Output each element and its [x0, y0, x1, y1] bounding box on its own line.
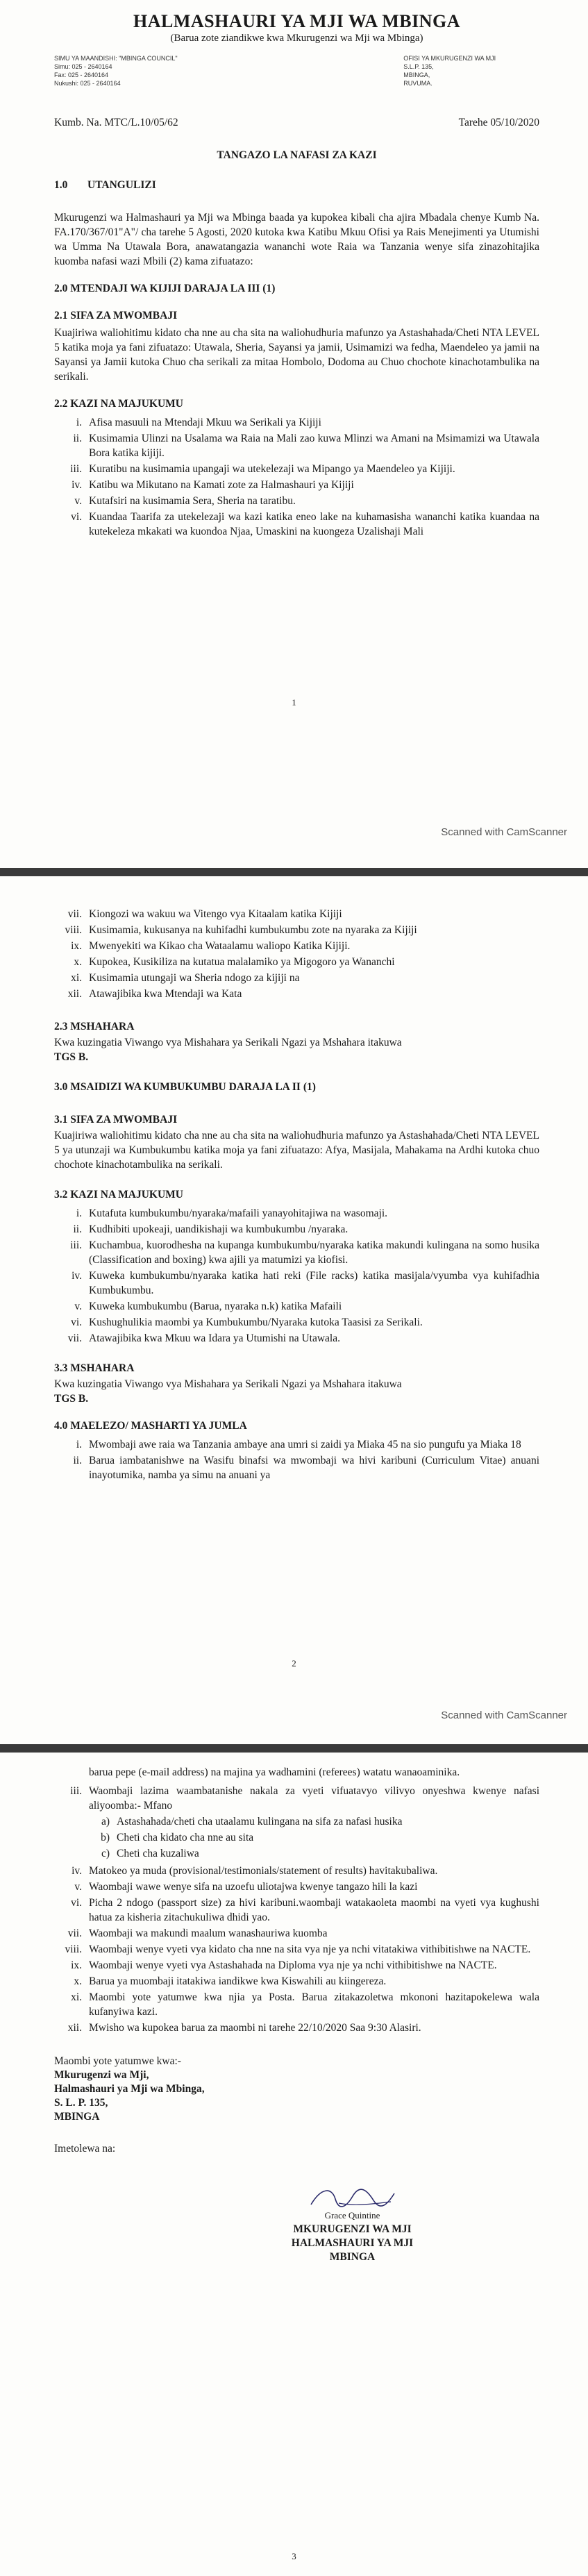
list-item-text: Barua ya muombaji itatakiwa iandikwe kwa Kiswahili au kiingereza. [89, 1975, 387, 1987]
signer-title-3: MBINGA [329, 2251, 376, 2263]
list-item [54, 939, 539, 953]
intro-paragraph: Mkurugenzi wa Halmashauri ya Mji wa Mbinga baada ya kupokea kibali cha ajira Mbadala chenye Kumb Na. FA.170/367/01"A"/ cha tarehe 5 Agosti, 2020 kutoka kwa Katibu Mkuu Ofisi ya Rais Menejimenti ya Utumishi wa Umma Na Utawala Bora, anawatangazia wananchi wote Raia wa Tanzania wenye sifa zinazohitajika kuomba nafasi wazi Mbili (2) kama zifuatazo: [54, 212, 539, 267]
list-item [54, 1206, 539, 1221]
list-item-text: Kusimamia, kukusanya na kuhifadhi kumbukumbu zote na nyaraka za Kijiji [89, 924, 417, 936]
signer-title-2: HALMASHAURI YA MJI [291, 2237, 414, 2249]
conditions-list [54, 1437, 539, 1482]
reference-line [54, 115, 539, 130]
section-heading-intro: 1.0 UTANGULIZI [54, 179, 156, 191]
list-item-text: Waombaji wenye vyeti vya Astashahada na Diploma vya nje ya nchi vithibitishwe na NACTE. [89, 1959, 497, 1971]
list-item-text: Kutafuta kumbukumbu/nyaraka/mafaili yanayohitajiwa na wasomaji. [89, 1207, 387, 1219]
document-page-1 [0, 0, 588, 868]
duties-list-continued [54, 907, 539, 1001]
list-item-text: Mwisho wa kupokea barua za maombi ni tarehe 22/10/2020 Saa 9:30 Alasiri. [89, 2022, 421, 2034]
list-item-text: Maombi yote yatumwe kwa njia ya Posta. Barua zitakazoletwa mkononi hazitapokelewa wala kufanyiwa kazi. [89, 1991, 539, 2018]
list-item [54, 1222, 539, 1237]
list-item [54, 923, 539, 937]
list-item-text: Waombaji lazima waambatanishe nakala za vyeti vifuatavyo vilivyo onyeshwa kwenye nafasi aliyoomba:- Mfano a) Astashahada/cheti cha utaalamu kulingana na sifa za nafasi husika b) Cheti cha kidato cha nne au sita c) Cheti cha kuzaliwa [89, 1785, 539, 1859]
list-item [54, 1926, 539, 1941]
list-item [54, 1437, 539, 1452]
sub-list-item-text: Cheti cha kidato cha nne au sita [117, 1832, 254, 1843]
list-item-number: vii. [67, 1927, 82, 1939]
list-item [54, 1990, 539, 2019]
letterhead-addresses [54, 54, 539, 87]
list-item-number: iv. [72, 479, 82, 491]
list-item-number: iv. [72, 1865, 82, 1877]
list-item [54, 1784, 539, 1862]
scanner-watermark: Scanned with CamScanner [441, 826, 567, 838]
list-item-text: Waombaji wa makundi maalum wanashauriwa kuomba [89, 1927, 328, 1939]
signature-block [165, 2184, 539, 2264]
list-item-text: Kusimamia utungaji wa Sheria ndogo za kijiji na [89, 972, 300, 984]
list-item-number: i. [76, 1439, 82, 1450]
list-item-text: Picha 2 ndogo (passport size) za hivi karibuni.waombaji watakaoleta maombi na vyeti vya kughushi hatua za kisheria zitachukuliwa dhidi yao. [89, 1897, 539, 1923]
list-item-text: Atawajibika kwa Mtendaji wa Kata [89, 988, 242, 1000]
sub-list-item [96, 1830, 539, 1845]
list-item-text: Kuchambua, kuorodhesha na kupanga kumbukumbu/nyaraka katika makundi kulingana na somo husika (Classification and boxing) kwa ajili ya matumizi ya kiofisi. [89, 1239, 539, 1266]
list-item-text: Kudhibiti upokeaji, uandikishaji wa kumbukumbu /nyaraka. [89, 1223, 348, 1235]
list-item [54, 971, 539, 985]
duties-list-3 [54, 1206, 539, 1346]
list-item-number: ii. [73, 433, 82, 444]
signer-name: Grace Quintine [324, 2210, 380, 2220]
document-page-2 [0, 876, 588, 1744]
qualifications-paragraph-3: Kuajiriwa waliohitimu kidato cha nne au cha sita na waliohudhuria mafunzo ya Astashahada/Cheti NTA LEVEL 5 ya utunzaji wa Kumbukumbu katika moja ya fani zifuatazo: Afya, Masijala, Mahakama na Ardhi kutoka chuo chochote kinachotambulika na serikali. [54, 1130, 539, 1171]
list-item [54, 1880, 539, 1894]
list-item-text: Kuandaa Taarifa za utekelezaji wa kazi katika eneo lake na kuhamasisha wananchi katika kuandaa na kutekeleza mkakati wa kuondoa Njaa, Umaskini na kuongeza Uzalishaji Mali [89, 511, 539, 537]
list-item-number: viii. [65, 1943, 82, 1955]
qualifications-paragraph: Kuajiriwa waliohitimu kidato cha nne au cha sita na waliohudhuria mafunzo ya Astashahada/Cheti NTA LEVEL 5 katika moja ya fani zifuatazo: Utawala, Sheria, Sayansi ya jamii, Usimamizi wa fedha, Maendeleo ya jamii na Sayansi ya Jamii kutoka Chuo cha serikali za mitaa Hombolo, Dodoma au Chuo chochote kinachotambulika na serikali. [54, 327, 539, 383]
list-item-text: Mwenyekiti wa Kikao cha Wataalamu waliopo Katika Kijiji. [89, 940, 351, 952]
list-item-text: Katibu wa Mikutano na Kamati zote za Halmashauri ya Kijiji [89, 479, 354, 491]
list-item-text: Kushughulikia maombi ya Kumbukumbu/Nyaraka kutoka Taasisi za Serikali. [89, 1316, 423, 1328]
section-heading-3-2: 3.2 KAZI NA MAJUKUMU [54, 1189, 183, 1201]
list-item [54, 1315, 539, 1330]
list-item-number: vi. [71, 511, 82, 523]
sub-list-item-letter: b) [101, 1832, 110, 1843]
list-item [54, 907, 539, 921]
list-item [54, 1269, 539, 1298]
conditions-list-continued [54, 1784, 539, 2035]
list-item-text: Kiongozi wa wakuu wa Vitengo vya Kitaalam katika Kijiji [89, 908, 342, 920]
list-item [54, 1299, 539, 1314]
list-item-number: vii. [67, 1332, 82, 1344]
list-item [54, 494, 539, 508]
list-item [54, 1958, 539, 1973]
list-item-text: Matokeo ya muda (provisional/testimonials/statement of results) havitakubaliwa. [89, 1865, 438, 1877]
salary-paragraph-2: Kwa kuzingatia Viwango vya Mishahara ya Serikali Ngazi ya Mshahara itakuwa TGS B. [54, 1037, 402, 1063]
section-heading-3: 3.0 MSAIDIZI WA KUMBUKUMBU DARAJA LA II (1) [54, 1081, 316, 1093]
list-item-number: iii. [70, 1785, 82, 1797]
list-item-text: Kuweka kumbukumbu/nyaraka katika hati reki (File racks) katika masijala/vyumba vya kuhifadhia Kumbukumbu. [89, 1270, 539, 1296]
list-item-number: vi. [71, 1897, 82, 1909]
list-item-number: iii. [70, 463, 82, 475]
list-item-number: i. [76, 417, 82, 428]
right-address: OFISI YA MKURUGENZI WA MJI S.L.P. 135, MBINGA, RUVUMA. [403, 55, 496, 87]
list-item-number: xii. [67, 988, 82, 1000]
list-item-number: v. [74, 495, 82, 507]
list-item-text: Kupokea, Kusikiliza na kutatua malalamiko ya Migogoro ya Wananchi [89, 956, 395, 968]
list-item [54, 1942, 539, 1957]
list-item-number: xi. [71, 972, 82, 984]
signature-image [304, 2184, 401, 2211]
list-item-number: vi. [71, 1316, 82, 1328]
sub-list-item [96, 1814, 539, 1829]
sub-list-item-text: Cheti cha kuzaliwa [117, 1848, 199, 1859]
list-item-number: iii. [70, 1239, 82, 1251]
letterhead-title: HALMASHAURI YA MJI WA MBINGA [133, 11, 460, 31]
list-item [54, 1331, 539, 1346]
list-item [54, 1974, 539, 1989]
left-address: SIMU YA MAANDISHI: "MBINGA COUNCIL" Simu: 025 - 2640164 Fax: 025 - 2640164 Nukushi: 025 - 2640164 [54, 55, 178, 87]
list-item-text: Waombaji wenye vyeti vya kidato cha nne na sita vya nje ya nchi vitatakiwa vithibitishwe na NACTE. [89, 1943, 531, 1955]
list-item [54, 955, 539, 969]
list-item-number: xii. [67, 2022, 82, 2034]
reference-number: Kumb. Na. MTC/L.10/05/62 [54, 117, 178, 128]
list-item-text: Afisa masuuli na Mtendaji Mkuu wa Serikali ya Kijiji [89, 417, 321, 428]
list-item-number: vii. [67, 908, 82, 920]
section-heading-2: 2.0 MTENDAJI WA KIJIJI DARAJA LA III (1) [54, 283, 276, 294]
section-heading-4: 4.0 MAELEZO/ MASHARTI YA JUMLA [54, 1420, 247, 1432]
scanner-watermark: Scanned with CamScanner [441, 1709, 567, 1721]
list-item-number: v. [74, 1300, 82, 1312]
section-heading-2-3: 2.3 MSHAHARA [54, 1021, 135, 1032]
closing-block: Maombi yote yatumwe kwa:- Mkurugenzi wa Mji, Halmashauri ya Mji wa Mbinga, S. L. P. 135, MBINGA Imetolewa na: [54, 2055, 205, 2155]
page-number: 2 [292, 1658, 296, 1668]
list-item [54, 415, 539, 430]
list-item-number: ix. [71, 940, 82, 952]
sub-list-item [96, 1846, 539, 1861]
condition-continuation: barua pepe (e-mail address) na majina ya wadhamini (referees) watatu wanaoaminika. [89, 1766, 460, 1778]
page-number: 3 [292, 2551, 296, 2561]
page-number: 1 [292, 697, 296, 708]
list-item-text: Kuweka kumbukumbu (Barua, nyaraka n.k) katika Mafaili [89, 1300, 342, 1312]
list-item-number: xi. [71, 1991, 82, 2003]
list-item [54, 510, 539, 539]
list-item [54, 1896, 539, 1925]
list-item-number: ix. [71, 1959, 82, 1971]
signer-title-1: MKURUGENZI WA MJI [293, 2223, 412, 2235]
sub-list-item-letter: a) [101, 1816, 110, 1828]
list-item [54, 431, 539, 460]
list-item-text: Mwombaji awe raia wa Tanzania ambaye ana umri si zaidi ya Miaka 45 na sio pungufu ya Miaka 18 [89, 1439, 521, 1450]
section-heading-2-1: 2.1 SIFA ZA MWOMBAJI [54, 310, 178, 321]
list-item [54, 1864, 539, 1878]
list-item-number: x. [74, 1975, 82, 1987]
list-item [54, 462, 539, 476]
sub-list-item-letter: c) [101, 1848, 110, 1859]
list-item-text: Kutafsiri na kusimamia Sera, Sheria na taratibu. [89, 495, 296, 507]
list-item [54, 478, 539, 492]
document-title: TANGAZO LA NAFASI ZA KAZI [217, 149, 377, 161]
list-item [54, 2021, 539, 2035]
document-page-3 [0, 1753, 588, 2576]
section-heading-2-2: 2.2 KAZI NA MAJUKUMU [54, 398, 183, 410]
sub-list [89, 1814, 539, 1861]
list-item-number: ii. [73, 1455, 82, 1466]
list-item [54, 987, 539, 1001]
list-item-text: Kusimamia Ulinzi na Usalama wa Raia na Mali zao kuwa Mlinzi wa Amani na Msimamizi wa Utawala Bora katika kijiji. [89, 433, 539, 459]
section-heading-3-1: 3.1 SIFA ZA MWOMBAJI [54, 1114, 178, 1126]
section-heading-3-3: 3.3 MSHAHARA [54, 1362, 135, 1374]
list-item-number: i. [76, 1207, 82, 1219]
list-item-text: Waombaji wawe wenye sifa na uzoefu uliotajwa kwenye tangazo hili la kazi [89, 1881, 418, 1893]
list-item-number: viii. [65, 924, 82, 936]
sub-list-item-text: Astashahada/cheti cha utaalamu kulingana na sifa za nafasi husika [117, 1816, 403, 1828]
list-item-number: ii. [73, 1223, 82, 1235]
list-item [54, 1238, 539, 1267]
list-item-text: Kuratibu na kusimamia upangaji wa utekelezaji wa Mipango ya Maendeleo ya Kijiji. [89, 463, 455, 475]
list-item-text: Atawajibika kwa Mkuu wa Idara ya Utumishi na Utawala. [89, 1332, 340, 1344]
list-item-text: Barua iambatanishwe na Wasifu binafsi wa mwombaji wa hivi karibuni (Curriculum Vitae) anuani inayotumika, namba ya simu na anuani ya [89, 1455, 539, 1481]
salary-paragraph-3: Kwa kuzingatia Viwango vya Mishahara ya Serikali Ngazi ya Mshahara itakuwa TGS B. [54, 1378, 402, 1405]
letterhead-subtitle: (Barua zote ziandikwe kwa Mkurugenzi wa Mji wa Mbinga) [170, 33, 423, 44]
list-item-number: x. [74, 956, 82, 968]
duties-list [54, 415, 539, 539]
list-item-number: iv. [72, 1270, 82, 1282]
list-item-number: v. [74, 1881, 82, 1893]
letter-date: Tarehe 05/10/2020 [458, 117, 539, 128]
list-item [54, 1453, 539, 1482]
